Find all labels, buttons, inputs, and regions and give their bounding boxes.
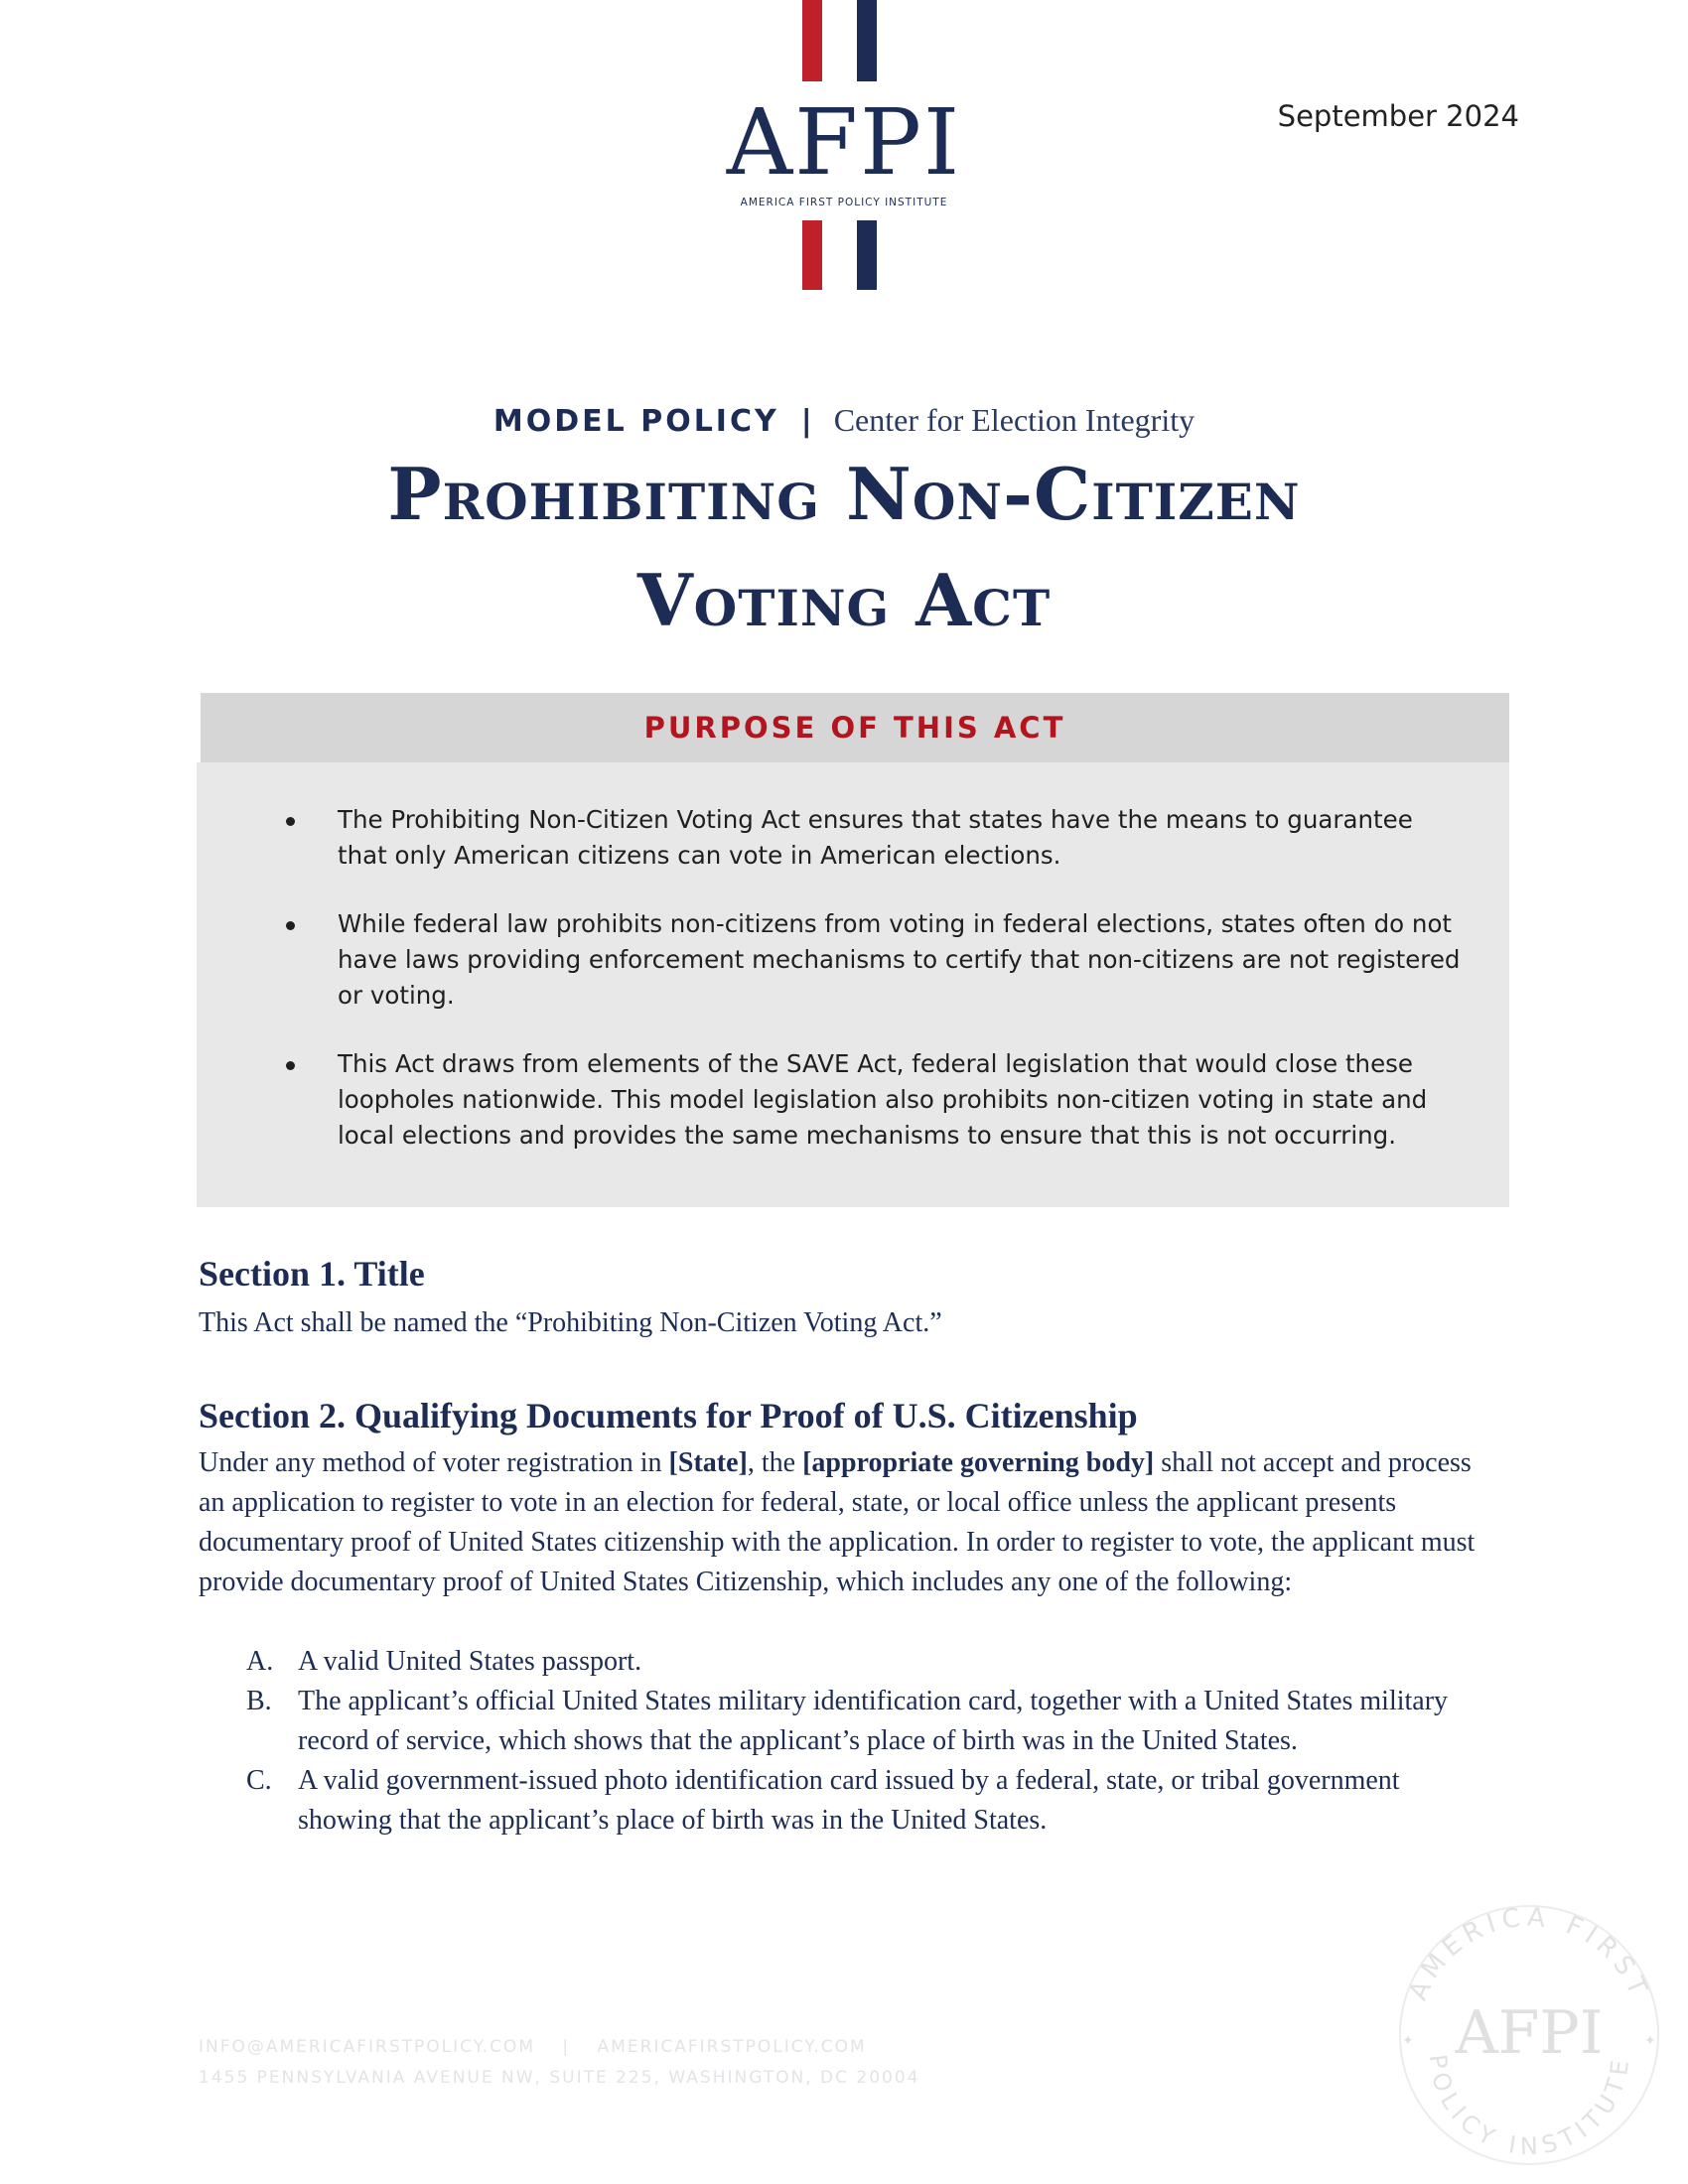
footer-contact: INFO@AMERICAFIRSTPOLICY.COM | AMERICAFIRSTPOLICY.COM xyxy=(199,2037,867,2057)
svg-text:POLICY INSTITUTE: POLICY INSTITUTE xyxy=(1423,2053,1635,2161)
center-name: Center for Election Integrity xyxy=(833,402,1196,438)
page-title-line2: Voting Act xyxy=(636,558,1052,642)
list-item: B. The applicant’s official United States military identification card, together with a United States military record of service, which shows that the applicant’s place of birth was in the United States. xyxy=(246,1686,1449,1756)
governing-body-placeholder: [appropriate governing body] xyxy=(802,1447,1155,1478)
kicker-separator: | xyxy=(800,404,812,439)
afpi-logo xyxy=(720,0,968,298)
svg-text:✦: ✦ xyxy=(1644,2033,1656,2049)
list-item: C. A valid government-issued photo identification card issued by a federal, state, or tribal government showing that the applicant’s place of birth was in the United States. xyxy=(246,1765,1400,1836)
svg-text:AFPI: AFPI xyxy=(1455,1998,1604,2068)
section2-heading: Section 2. Qualifying Documents for Proof of U.S. Citizenship xyxy=(199,1396,1138,1435)
footer-email[interactable]: INFO@AMERICAFIRSTPOLICY.COM xyxy=(199,2037,535,2057)
publication-date: September 2024 xyxy=(1277,99,1519,133)
svg-text:✦: ✦ xyxy=(1402,2033,1414,2049)
citizenship-document-list xyxy=(199,1642,1499,1841)
document-kicker xyxy=(0,402,1688,439)
purpose-heading: PURPOSE OF THIS ACT xyxy=(201,693,1509,762)
purpose-bullet: The Prohibiting Non-Citizen Voting Act ensures that states have the means to guarantee that only American citizens can vote in American elections. xyxy=(197,802,1509,874)
model-policy-label: MODEL POLICY xyxy=(492,404,779,439)
bullet-icon xyxy=(286,817,295,826)
bullet-icon xyxy=(286,921,295,930)
section1-text: This Act shall be named the “Prohibiting Non-Citizen Voting Act.” xyxy=(199,1307,942,1338)
bullet-icon xyxy=(286,1061,295,1070)
state-placeholder: [State] xyxy=(668,1447,748,1478)
footer-website[interactable]: AMERICAFIRSTPOLICY.COM xyxy=(597,2037,867,2057)
purpose-bullet: While federal law prohibits non-citizens from voting in federal elections, states often do not have laws providing enforcement mechanisms to certify that non-citizens are not registered or voting. xyxy=(197,906,1509,1014)
purpose-box xyxy=(197,762,1509,1207)
section2-text: Under any method of voter registration in [State], the [appropriate governing body] shall not accept and process an application to register to vote in an election for federal, state, or local office unless the applicant presents documentary proof of United States citizenship with the application. In order to register to vote, the applicant must provide documentary proof of United States Citizenship, which includes any one of the following: xyxy=(199,1447,1476,1597)
purpose-bullet: This Act draws from elements of the SAVE Act, federal legislation that would close these loopholes nationwide. This model legislation also prohibits non-citizen voting in state and local elections and provides the same mechanisms to ensure that this is not occurring. xyxy=(197,1046,1509,1154)
section1-heading: Section 1. Title xyxy=(199,1254,425,1294)
logo-wordmark: AFPI xyxy=(726,89,962,196)
list-item: A. A valid United States passport. xyxy=(246,1646,642,1677)
page-title-line1: Prohibiting Non-Citizen xyxy=(387,452,1301,536)
footer-address: 1455 PENNSYLVANIA AVENUE NW, SUITE 225, WASHINGTON, DC 20004 xyxy=(199,2068,920,2088)
svg-text:AMERICA FIRST: AMERICA FIRST xyxy=(1403,1902,1655,2005)
logo-subtitle: AMERICA FIRST POLICY INSTITUTE xyxy=(740,197,948,208)
afpi-seal-watermark xyxy=(1380,1886,1678,2184)
